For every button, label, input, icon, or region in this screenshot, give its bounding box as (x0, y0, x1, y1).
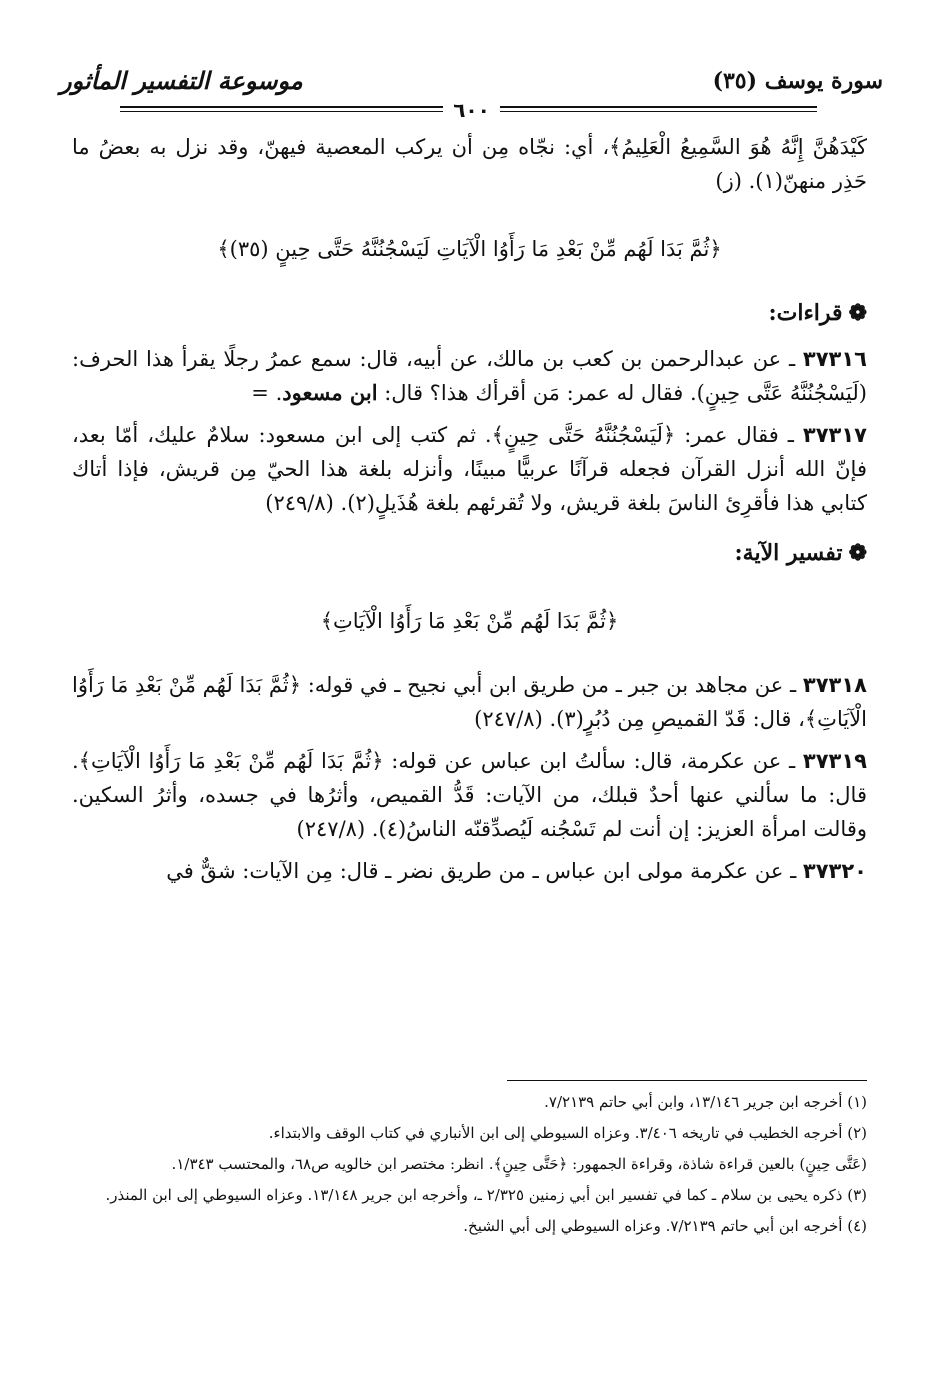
footnote: (٢) أخرجه الخطيب في تاريخه ٣/٤٠٦. وعزاه السيوطي إلى ابن الأنباري في كتاب الوقف والابتداء. (268, 1124, 867, 1142)
tafsir-entry: ٣٧٣١٩ ـ عن عكرمة، قال: سألتُ ابن عباس عن قوله: ﴿ثُمَّ بَدَا لَهُم مِّنْ بَعْدِ مَا رَأَوُا الْآيَاتِ﴾. قال: ما سألني عنها أحدٌ قبلك، من الآيات: قَدُّ القميص، وأثرُها في جسده، وأثرُ السكين. وقالت امرأة العزيز: إن أنت لم تَسْجُنه لَيُصدِّقنّه الناسُ(٤). (٢٤٧/٨) (72, 749, 867, 841)
footnote: (عَتَّى حِينٍ) بالعين قراءة شاذة، وقراءة الجمهور: ﴿حَتَّى حِينٍ﴾. انظر: مختصر ابن خالويه ص٦٨، والمحتسب ١/٣٤٣. (171, 1155, 867, 1173)
main-content (72, 130, 867, 896)
tafsir-heading: ❁تفسير الآية: (734, 540, 867, 566)
header-book-title: موسوعة التفسير المأثور (60, 66, 303, 95)
flower-ornament-icon: ❁ (848, 540, 867, 566)
page-number: ٦٠٠ (60, 98, 883, 122)
readings-heading: ❁قراءات: (768, 300, 867, 326)
footnote: (٣) ذكره يحيى بن سلام ـ كما في تفسير ابن أبي زمنين ٢/٣٢٥ ـ، وأخرجه ابن جرير ١٣/١٤٨. وعزاه السيوطي إلى ابن المنذر. (105, 1186, 867, 1204)
header-surah: سورة يوسف (٣٥) (712, 68, 883, 94)
flower-ornament-icon: ❁ (848, 300, 867, 326)
footnote: (١) أخرجه ابن جرير ١٣/١٤٦، وابن أبي حاتم ٧/٢١٣٩. (544, 1093, 867, 1111)
footnote-divider (507, 1080, 867, 1081)
intro-paragraph: كَيْدَهُنَّ إِنَّهُ هُوَ السَّمِيعُ الْعَلِيمُ﴾، أي: نجّاه مِن أن يركب المعصية فيهنّ، وقد نزل به بعضُ ما حَذِر منهنّ(١). (ز) (72, 135, 867, 193)
footnote: (٤) أخرجه ابن أبي حاتم ٧/٢١٣٩. وعزاه السيوطي إلى أبي الشيخ. (463, 1217, 867, 1235)
sub-verse: ﴿ثُمَّ بَدَا لَهُم مِّنْ بَعْدِ مَا رَأَوُا الْآيَاتِ﴾ (320, 609, 619, 633)
page-header (60, 62, 883, 122)
tafsir-entry: ٣٧٣١٨ ـ عن مجاهد بن جبر ـ من طريق ابن أبي نجيح ـ في قوله: ﴿ثُمَّ بَدَا لَهُم مِّنْ بَعْدِ مَا رَأَوُا الْآيَاتِ﴾، قال: قَدّ القميصِ مِن دُبُرٍ(٣). (٢٤٧/٨) (72, 673, 867, 731)
reading-entry: ٣٧٣١٦ ـ عن عبدالرحمن بن كعب بن مالك، عن أبيه، قال: سمع عمرُ رجلًا يقرأ هذا الحرف: (لَيَسْجُنُنَّهُ عَتَّى حِينٍ). فقال له عمر: مَن أقرأك هذا؟ قال: ابن مسعود. = (72, 347, 867, 405)
tafsir-entry: ٣٧٣٢٠ ـ عن عكرمة مولى ابن عباس ـ من طريق نضر ـ قال: مِن الآيات: شقٌّ في (166, 859, 867, 883)
footnotes (72, 1090, 867, 1245)
reading-entry: ٣٧٣١٧ ـ فقال عمر: ﴿لَيَسْجُنُنَّهُ حَتَّى حِينٍ﴾. ثم كتب إلى ابن مسعود: سلامٌ عليك، أمّا بعد، فإنّ الله أنزل القرآن فجعله قرآنًا عربيًّا مبينًا، وأنزله بلغة هذا الحيّ مِن قريش، فإذا أتاك كتابي هذا فأقرِئ الناسَ بلغة قريش، ولا تُقرئهم بلغة هُذَيلٍ(٢). (٢٤٩/٨) (72, 423, 867, 515)
main-verse: ﴿ثُمَّ بَدَا لَهُم مِّنْ بَعْدِ مَا رَأَوُا الْآيَاتِ لَيَسْجُنُنَّهُ حَتَّى حِينٍ (٣٥)﴾ (217, 237, 722, 261)
